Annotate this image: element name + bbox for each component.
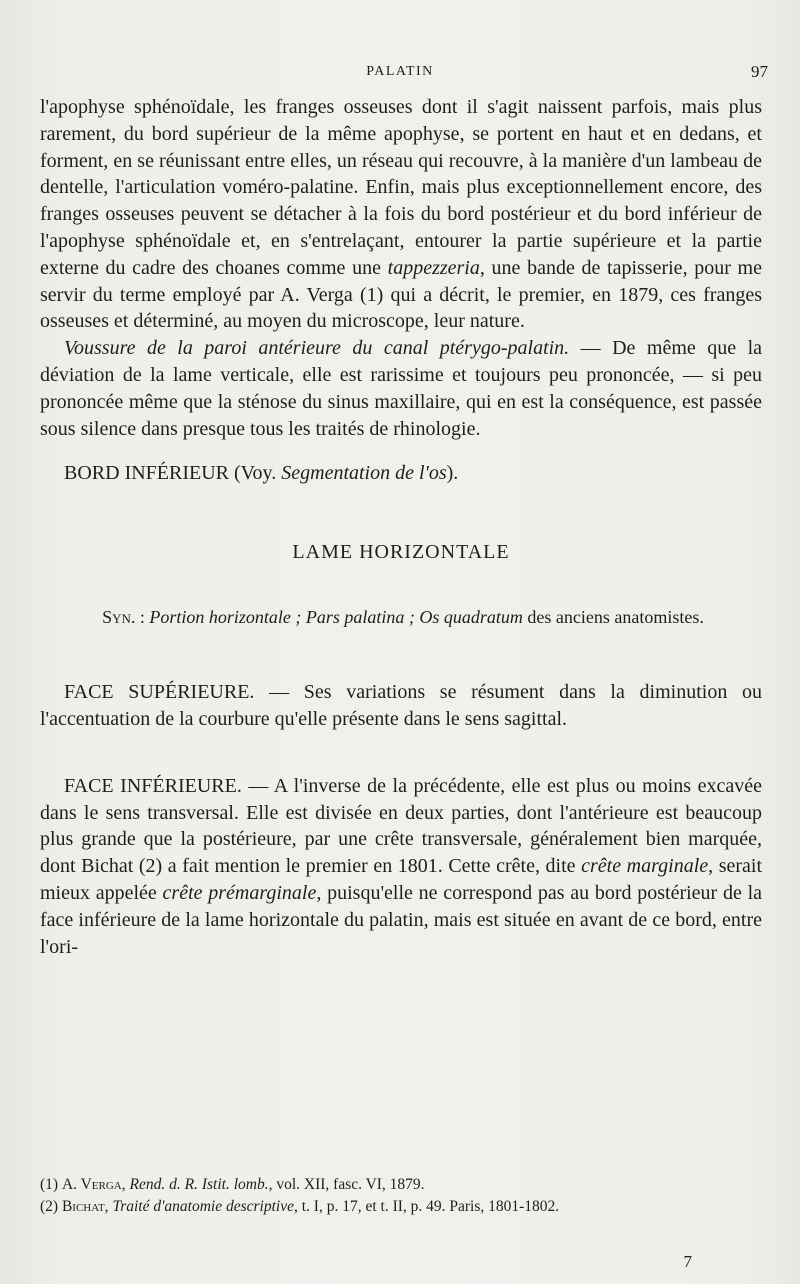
page-header <box>0 62 800 86</box>
face-superieure-heading: FACE SUPÉRIEURE. <box>64 681 255 704</box>
synonyms: Syn. : Portion horizontale ; Pars palatina ; Os quadratum des anciens anatomistes. <box>102 607 704 628</box>
section-title: LAME HORIZONTALE <box>292 541 510 564</box>
footnotes <box>40 1174 762 1218</box>
tappezzeria-term: tappezzeria <box>387 256 480 279</box>
voussure-heading: Voussure de la paroi antérieure du canal ptérygo-palatin. <box>64 337 570 360</box>
signature-mark: 7 <box>683 1252 692 1271</box>
running-head: PALATIN <box>366 64 434 79</box>
footnote-1: (1) A. Verga, Rend. d. R. Istit. lomb., vol. XII, fasc. VI, 1879. <box>40 1176 425 1193</box>
face-inferieure-heading: FACE INFÉRIEURE. <box>64 774 242 797</box>
paragraph-voussure: Voussure de la paroi antérieure du canal ptérygo-palatin. — De même que la déviation de la lame verticale, elle est rarissime et toujours peu prononcée, — si peu prononcée même que la sténose du sinus maxillaire, qui en est la conséquence, est passée sous silence dans presque tous les traités de rhinologie. <box>40 337 762 440</box>
page-number: 97 <box>751 62 768 81</box>
footnote-2: (2) Bichat, Traité d'anatomie descriptive, t. I, p. 17, et t. II, p. 49. Paris, 1801-1802. <box>40 1198 560 1215</box>
paragraph-face-superieure: FACE SUPÉRIEURE. — Ses variations se résument dans la diminution ou l'accentuation de la courbure qu'elle présente dans le sens sagittal. <box>40 681 762 730</box>
page-body <box>40 94 762 960</box>
paragraph-face-inferieure: FACE INFÉRIEURE. — A l'inverse de la précédente, elle est plus ou moins excavée dans le sens transversal. Elle est divisée en deux parties, dont l'antérieure est beaucoup plus grande que la postérieure, par une crête transversale, généralement bien marquée, dont Bichat (2) a fait mention le premier en 1801. Cette crête, dite crête marginale, serait mieux appelée crête prémarginale, puisqu'elle ne correspond pas au bord postérieur de la face inférieure de la lame horizontale du palatin, mais est située en avant de ce bord, entre l'ori- <box>40 774 763 958</box>
paragraph-franges: l'apophyse sphénoïdale, les franges osseuses dont il s'agit naissent parfois, mais plus rarement, du bord supérieur de la même apophyse, se portent en haut et en dedans, et forment, en se réunissant entre elles, un réseau qui recouvre, à la manière d'un lambeau de dentelle, l'articulation voméro-palatine. Enfin, mais plus exceptionnellement encore, des franges osseuses peuvent se détacher à la fois du bord postérieur et du bord inférieur de l'apophyse sphénoïdale et, en s'entrelaçant, entourer la partie supérieure et la partie externe du cadre des choanes comme une tappezzeria, une bande de tapisserie, pour me servir du terme employé par A. Verga (1) qui a décrit, le premier, en 1879, ces franges osseuses et déterminé, au moyen du microscope, leur nature. <box>40 96 762 333</box>
bord-inferieur-heading: BORD INFÉRIEUR (Voy. Segmentation de l'os). <box>64 462 459 485</box>
